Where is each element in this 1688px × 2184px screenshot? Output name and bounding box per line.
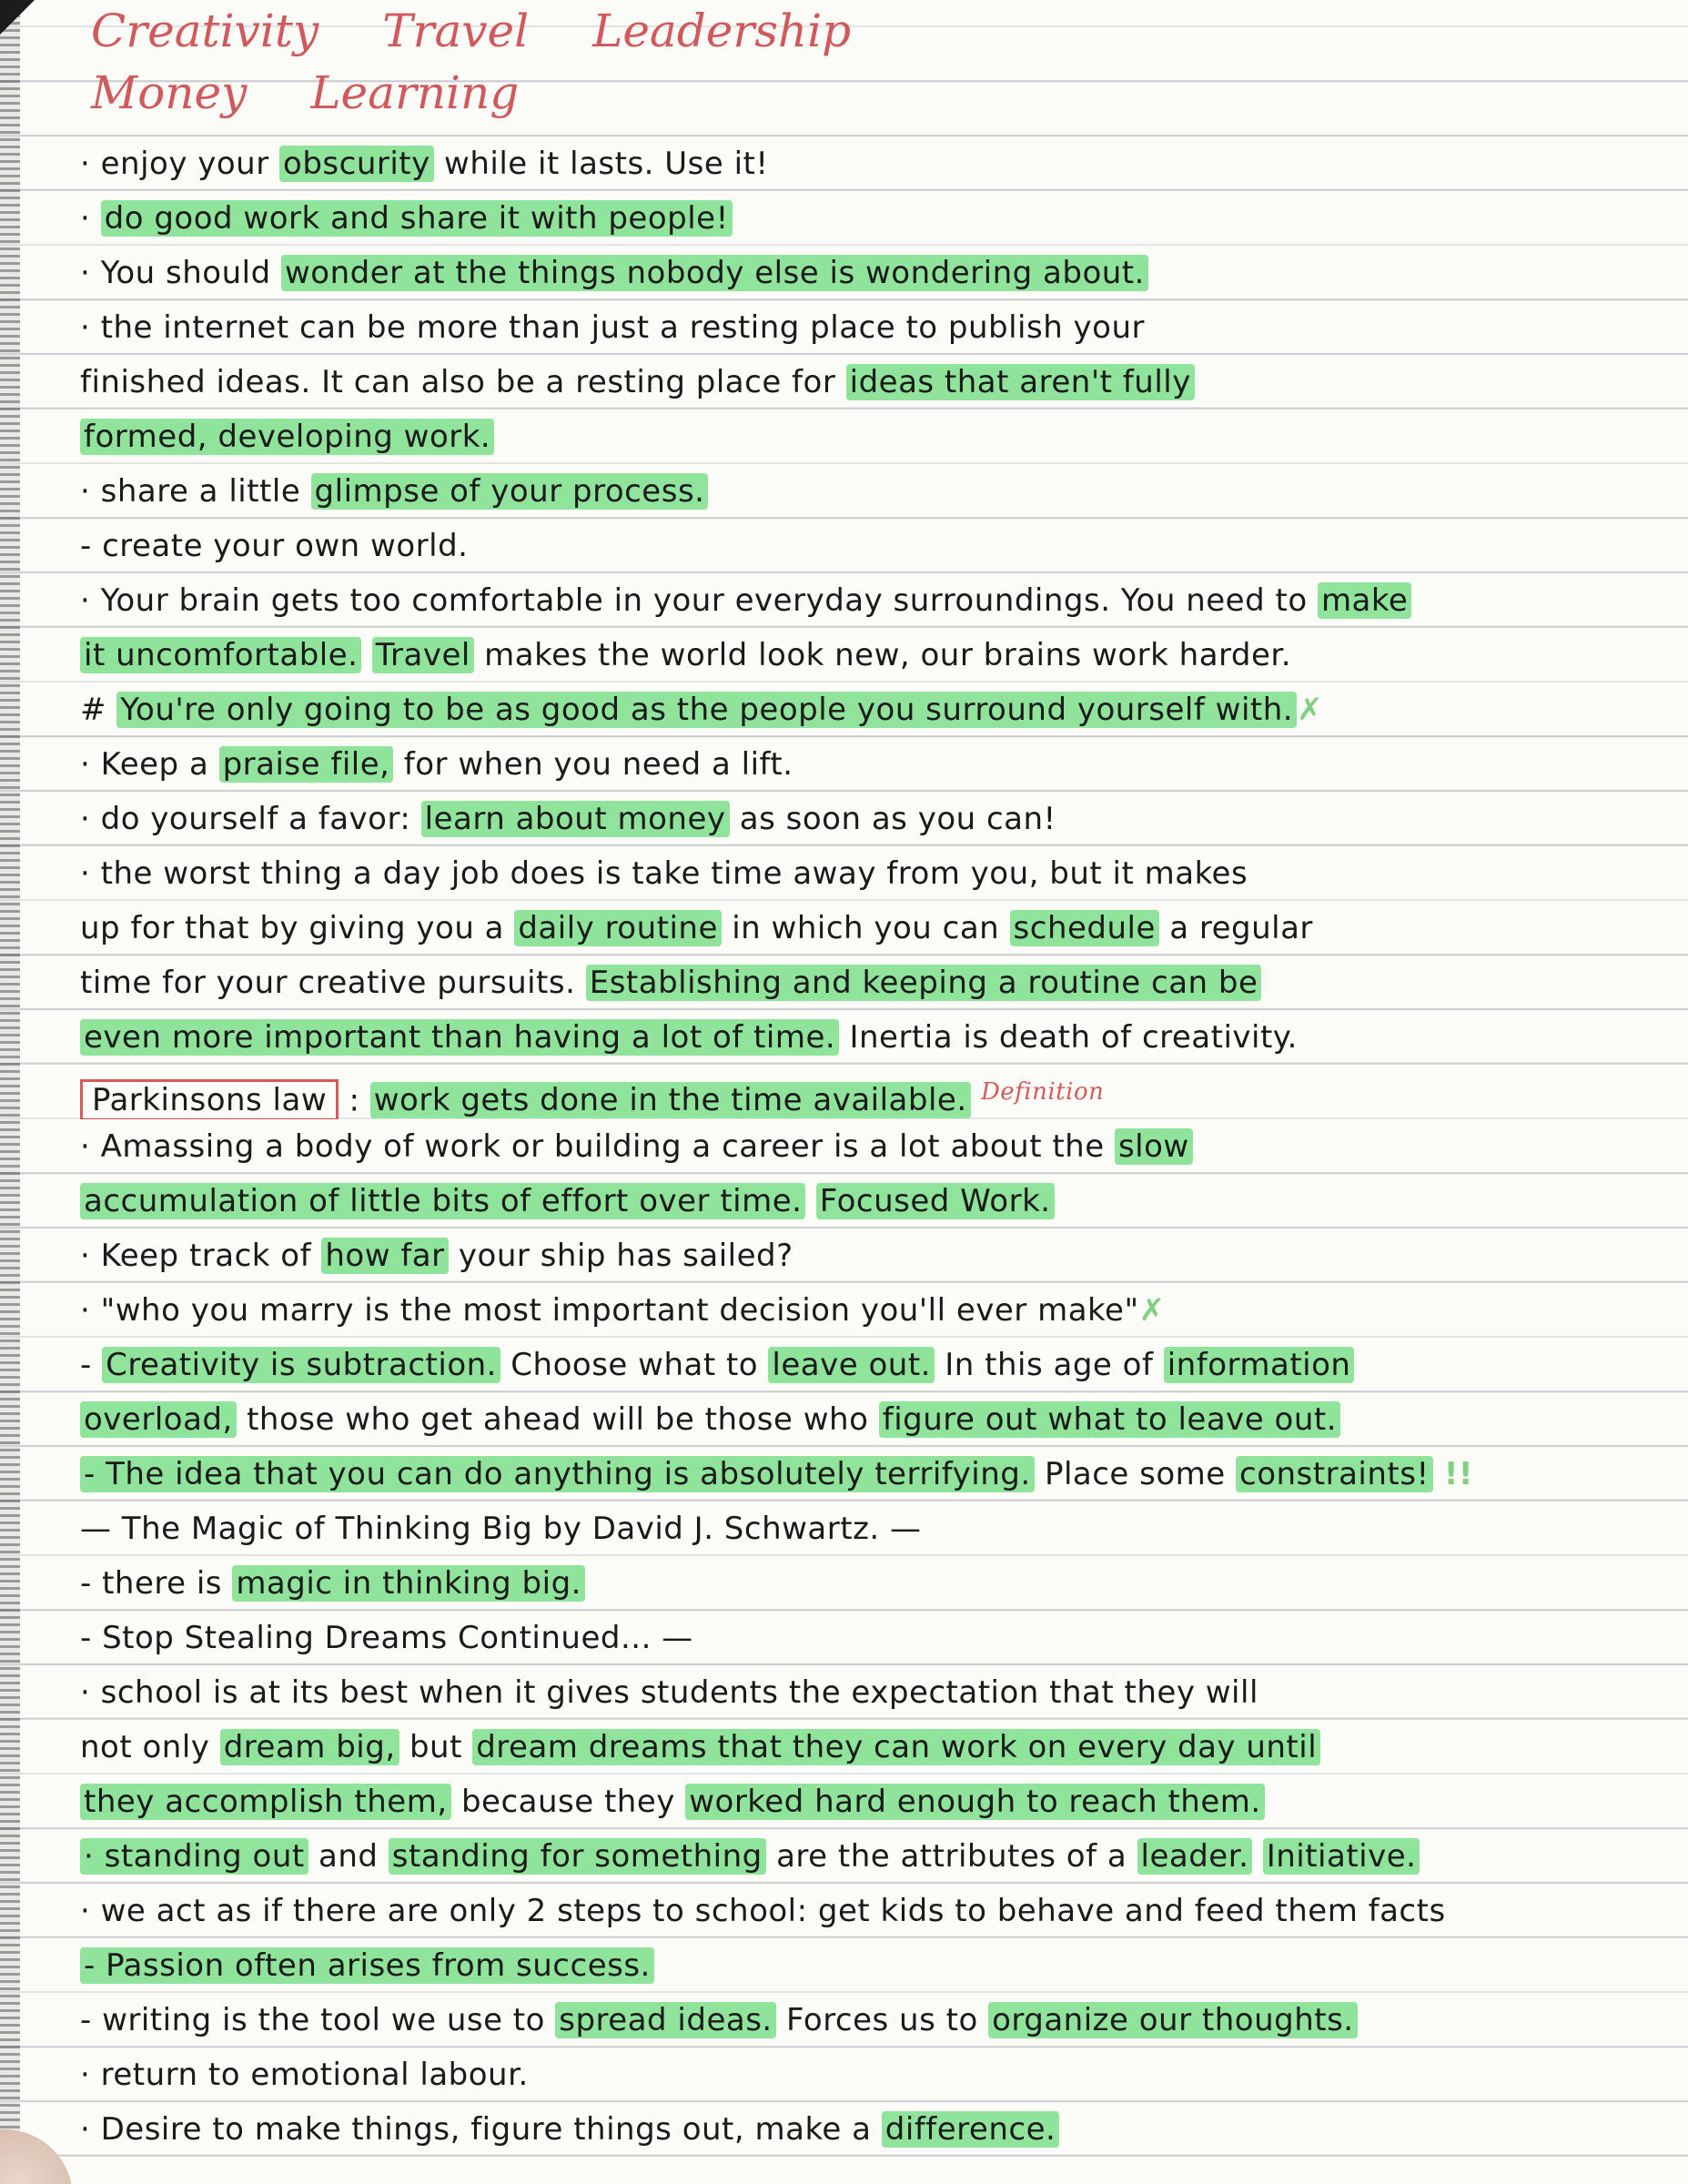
note-line: [80, 628, 1663, 682]
note-text: time for your creative pursuits.: [80, 965, 586, 1001]
note-text: - writing is the tool we use to: [80, 2002, 556, 2038]
note-text: · Amassing a body of work or building a career is a lot about the: [80, 1128, 1115, 1165]
highlighted-text: constraints!: [1236, 1456, 1433, 1492]
note-text: · enjoy your: [80, 146, 280, 182]
note-text: Inertia is death of creativity.: [839, 1019, 1298, 1056]
note-line: [80, 682, 1663, 737]
highlighted-text: magic in thinking big.: [232, 1565, 585, 1602]
topic-header: [91, 0, 910, 124]
highlighted-text: accumulation of little bits of effort over time.: [80, 1183, 805, 1219]
note-line: [80, 573, 1663, 628]
note-line: [80, 1392, 1663, 1447]
note-text: -: [80, 1347, 103, 1383]
boxed-term: Parkinsons law: [80, 1079, 339, 1119]
highlighted-text: figure out what to leave out.: [879, 1401, 1340, 1438]
highlighted-text: work gets done in the time available.: [370, 1082, 971, 1118]
highlighted-text: organize our thoughts.: [988, 2002, 1358, 2038]
note-text: · the internet can be more than just a resting place to publish your: [80, 309, 1146, 346]
note-text: · Desire to make things, figure things out, make a: [80, 2111, 882, 2148]
highlighted-text: daily routine: [514, 910, 722, 946]
topic-travel: Travel: [382, 5, 530, 57]
highlighted-text: dream big,: [220, 1729, 399, 1765]
notes-body: [80, 136, 1663, 2157]
highlighted-text: standing for something: [389, 1838, 766, 1875]
note-line: [80, 1065, 1663, 1119]
highlighted-text: leave out.: [768, 1347, 935, 1383]
note-text: · return to emotional labour.: [80, 2057, 529, 2093]
notebook-binding: [0, 0, 20, 2184]
highlighted-text: difference.: [882, 2111, 1060, 2148]
highlighted-text: · standing out: [80, 1838, 308, 1875]
highlighted-text: spread ideas.: [555, 2002, 775, 2038]
highlighted-text: slow: [1115, 1128, 1193, 1165]
note-text: are the attributes of a: [765, 1838, 1137, 1875]
highlighted-text: - Passion often arises from success.: [80, 1947, 654, 1984]
highlighted-text: Initiative.: [1263, 1838, 1420, 1875]
note-line: [80, 1283, 1663, 1338]
note-line: [80, 1556, 1663, 1611]
note-text: - there is: [80, 1565, 233, 1602]
note-line: [80, 2048, 1663, 2102]
highlighted-text: leader.: [1137, 1838, 1253, 1875]
note-text: Choose what to: [500, 1347, 769, 1383]
note-text: · You should: [80, 255, 281, 291]
note-line: [80, 1884, 1663, 1938]
note-text: a regular: [1158, 910, 1313, 946]
note-text: [805, 1183, 815, 1219]
highlighted-text: ideas that aren't fully: [846, 364, 1195, 400]
note-line: [80, 1119, 1663, 1174]
topic-learning: Learning: [310, 66, 520, 119]
note-line: [80, 901, 1663, 956]
note-text: [1252, 1838, 1262, 1875]
topic-creativity: Creativity: [91, 5, 319, 57]
note-line: [80, 2102, 1663, 2157]
check-mark: ✗: [1297, 692, 1324, 728]
highlighted-text: wonder at the things nobody else is wondering about.: [281, 255, 1148, 291]
note-line: [80, 1665, 1663, 1720]
note-line: [80, 1938, 1663, 1993]
note-line: [80, 1010, 1663, 1065]
note-line: [80, 737, 1663, 792]
topic-leadership: Leadership: [592, 5, 852, 57]
note-text: in which you can: [721, 910, 1010, 946]
note-text: and: [308, 1838, 389, 1875]
note-line: [80, 136, 1663, 191]
note-text: up for that by giving you a: [80, 910, 515, 946]
highlighted-text: glimpse of your process.: [311, 473, 709, 510]
note-text: those who get ahead will be those who: [236, 1401, 879, 1438]
highlighted-text: praise file,: [219, 746, 394, 783]
highlighted-text: do good work and share it with people!: [101, 200, 733, 237]
highlighted-text: Travel: [372, 637, 474, 673]
topic-money: Money: [91, 66, 248, 119]
highlighted-text: even more important than having a lot of time.: [80, 1019, 839, 1056]
highlighted-text: worked hard enough to reach them.: [685, 1784, 1264, 1820]
page-corner: [0, 0, 35, 35]
highlighted-text: information: [1164, 1347, 1355, 1383]
highlighted-text: Creativity is subtraction.: [102, 1347, 500, 1383]
note-text: · do yourself a favor:: [80, 801, 421, 837]
note-line: [80, 246, 1663, 300]
exclamation-mark: !!: [1432, 1456, 1473, 1492]
book-title: — The Magic of Thinking Big by David J. Schwartz. —: [80, 1511, 922, 1547]
note-line: [80, 956, 1663, 1010]
note-line: [80, 1174, 1663, 1228]
note-text: finished ideas. It can also be a resting place for: [80, 364, 846, 400]
note-text: not only: [80, 1729, 220, 1765]
highlighted-text: it uncomfortable.: [80, 637, 361, 673]
highlighted-text: obscurity: [279, 146, 434, 182]
note-line: [80, 355, 1663, 410]
note-line: [80, 1447, 1663, 1502]
section-title: - Stop Stealing Dreams Continued... —: [80, 1620, 693, 1656]
highlighted-text: make: [1318, 582, 1411, 619]
note-text: as soon as you can!: [729, 801, 1056, 837]
note-text: #: [80, 692, 117, 728]
note-text: · Your brain gets too comfortable in your everyday surroundings. You need to: [80, 582, 1318, 619]
note-text: · share a little: [80, 473, 311, 510]
highlighted-text: Establishing and keeping a routine can be: [586, 965, 1262, 1001]
note-line: [80, 191, 1663, 246]
note-text: · school is at its best when it gives students the expectation that they will: [80, 1674, 1258, 1711]
note-line: [80, 1338, 1663, 1392]
note-text: :: [339, 1082, 370, 1119]
note-text: · we act as if there are only 2 steps to school: get kids to behave and feed them facts: [80, 1893, 1446, 1929]
note-line: [80, 300, 1663, 355]
note-line: [80, 1720, 1663, 1774]
note-text: · the worst thing a day job does is take time away from you, but it makes: [80, 855, 1248, 892]
thumb: [0, 2129, 73, 2184]
note-line: [80, 792, 1663, 846]
definition-label: Definition: [980, 1078, 1105, 1106]
highlighted-text: You're only going to be as good as the people you surround yourself with.: [116, 692, 1297, 728]
highlighted-text: overload,: [80, 1401, 237, 1438]
note-line: [80, 1774, 1663, 1829]
note-text: - create your own world.: [80, 528, 469, 564]
highlighted-text: Focused Work.: [816, 1183, 1055, 1219]
note-text: ·: [80, 200, 101, 237]
note-text: Forces us to: [775, 2002, 989, 2038]
note-text: · Keep track of: [80, 1238, 322, 1274]
note-line: [80, 519, 1663, 573]
note-line: [80, 1611, 1663, 1665]
note-text: for when you need a lift.: [393, 746, 793, 783]
note-line: [80, 1502, 1663, 1556]
note-line: [80, 846, 1663, 901]
note-text: your ship has sailed?: [448, 1238, 793, 1274]
note-line: [80, 1228, 1663, 1283]
highlighted-text: they accomplish them,: [80, 1784, 451, 1820]
note-text: because they: [450, 1784, 686, 1820]
note-line: [80, 410, 1663, 464]
highlighted-text: schedule: [1010, 910, 1159, 946]
highlighted-text: - The idea that you can do anything is absolutely terrifying.: [80, 1456, 1035, 1492]
note-text: while it lasts. Use it!: [433, 146, 769, 182]
note-text: · Keep a: [80, 746, 219, 783]
note-text: Place some: [1034, 1456, 1237, 1492]
note-text: makes the world look new, our brains work harder.: [473, 637, 1292, 673]
note-line: [80, 464, 1663, 519]
note-line: [80, 1829, 1663, 1884]
highlighted-text: how far: [321, 1238, 448, 1274]
check-mark: ✗: [1138, 1292, 1166, 1329]
note-text: In this age of: [934, 1347, 1164, 1383]
highlighted-text: dream dreams that they can work on every day until: [472, 1729, 1320, 1765]
note-text: but: [399, 1729, 473, 1765]
note-text: · "who you marry is the most important decision you'll ever make": [80, 1292, 1139, 1329]
highlighted-text: formed, developing work.: [80, 419, 494, 455]
highlighted-text: learn about money: [421, 801, 730, 837]
topic-row-2: [91, 62, 910, 124]
note-line: [80, 1993, 1663, 2048]
topic-row-1: [91, 0, 910, 62]
